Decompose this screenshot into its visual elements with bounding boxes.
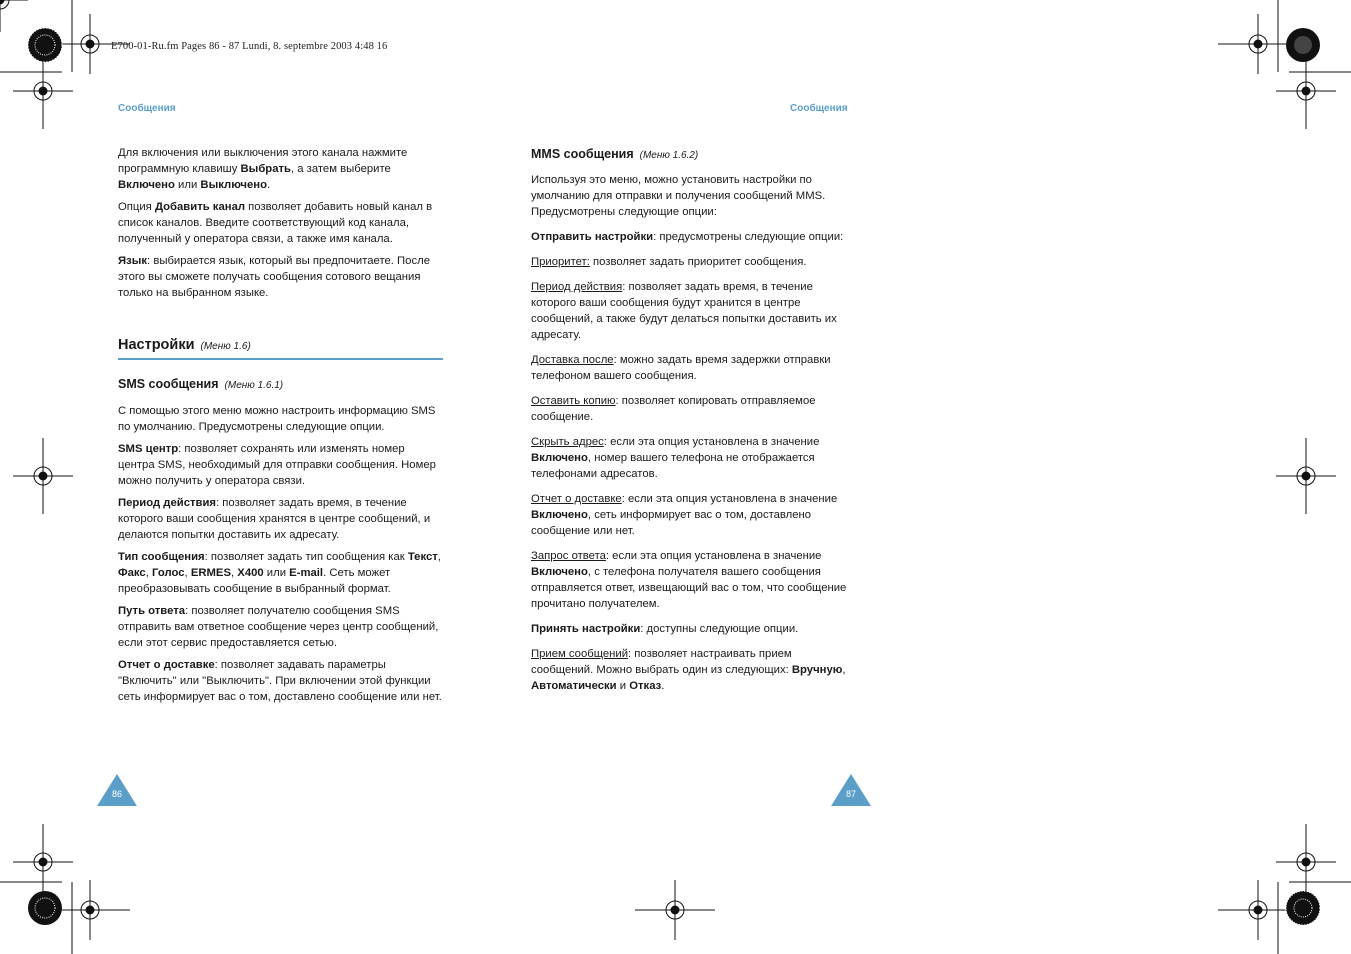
paragraph: Используя это меню, можно установить настройки по умолчанию для отправки и получения сообщений MMS. Предусмотрены следующие опции: xyxy=(531,174,826,218)
menu-reference: (Меню 1.6.2) xyxy=(639,150,699,161)
section-rule xyxy=(118,358,443,360)
paragraph: Отчет о доставке: позволяет задавать параметры "Включить" или "Выключить". При включении этой функции сеть информирует вас о том, доставлено сообщение или нет. xyxy=(118,659,442,703)
paragraph: Период действия: позволяет задать время, в течение которого ваши сообщения хранятся в центре сообщений, и делаются попытки доставить их адресату. xyxy=(118,497,431,541)
page-number-left: 86 xyxy=(111,789,122,799)
paragraph: Опция Добавить канал позволяет добавить новый канал в список каналов. Введите соответствующий код канала, полученный у оператора связи, а также имя канала. xyxy=(118,201,433,245)
menu-reference: (Меню 1.6) xyxy=(200,341,251,352)
paragraph: Отчет о доставке: если эта опция установлена в значение Включено, сеть информирует вас о том, доставлено сообщение или нет. xyxy=(531,493,838,537)
paragraph: Скрыть адрес: если эта опция установлена в значение Включено, номер вашего телефона не отображается телефонами адресатов. xyxy=(531,436,820,480)
right-column xyxy=(531,146,856,703)
paragraph: Для включения или выключения этого канала нажмите программную клавишу Выбрать, а затем выберите Включено или Выключено. xyxy=(118,147,408,191)
page-number-right: 87 xyxy=(845,789,856,799)
paragraph: Принять настройки: доступны следующие опции. xyxy=(531,623,799,635)
running-header-left: Сообщения xyxy=(118,103,176,114)
left-column xyxy=(118,145,443,711)
paragraph: Прием сообщений: позволяет настраивать прием сообщений. Можно выбрать один из следующих: Вручную, Автоматически и Отказ. xyxy=(531,648,846,692)
paragraph: Период действия: позволяет задать время, в течение которого ваши сообщения будут хранится в центре сообщений, а также будут делаться попытки доставить их адресату. xyxy=(531,281,837,341)
paragraph: Путь ответа: позволяет получателю сообщения SMS отправить вам ответное сообщение через центр сообщений, если этот сервис предоставляется сетью. xyxy=(118,605,439,649)
subsection-title: MMS сообщения (Меню 1.6.2) xyxy=(531,147,699,161)
paragraph: Доставка после: можно задать время задержки отправки телефоном вашего сообщения. xyxy=(531,354,831,382)
paragraph: Оставить копию: позволяет копировать отправляемое сообщение. xyxy=(531,395,816,423)
paragraph: Запрос ответа: если эта опция установлена в значение Включено, с телефона получателя вашего сообщения отправляется ответ, извещающий вас о том, что сообщение прочитано получателем. xyxy=(531,550,847,610)
menu-reference: (Меню 1.6.1) xyxy=(224,380,284,391)
paragraph: С помощью этого меню можно настроить информацию SMS по умолчанию. Предусмотрены следующие опции. xyxy=(118,405,436,433)
paragraph: Отправить настройки: предусмотрены следующие опции: xyxy=(531,231,844,243)
file-info-header: E700-01-Ru.fm Pages 86 - 87 Lundi, 8. septembre 2003 4:48 16 xyxy=(111,41,388,52)
paragraph: Язык: выбирается язык, который вы предпочитаете. После этого вы сможете получать сообщения сотового вещания только на выбранном языке. xyxy=(118,255,430,299)
paragraph: Тип сообщения: позволяет задать тип сообщения как Текст, Факс, Голос, ERMES, X400 или E-mail. Сеть может преобразовывать сообщение в выбранный формат. xyxy=(118,551,441,595)
section-title: Настройки (Меню 1.6) xyxy=(118,337,251,353)
paragraph: Приоритет: позволяет задать приоритет сообщения. xyxy=(531,256,807,268)
paragraph: SMS центр: позволяет сохранять или изменять номер центра SMS, необходимый для отправки сообщения. Номер можно получить у оператора связи. xyxy=(118,443,436,487)
subsection-title: SMS сообщения (Меню 1.6.1) xyxy=(118,377,284,391)
running-header-right: Сообщения xyxy=(790,103,848,114)
